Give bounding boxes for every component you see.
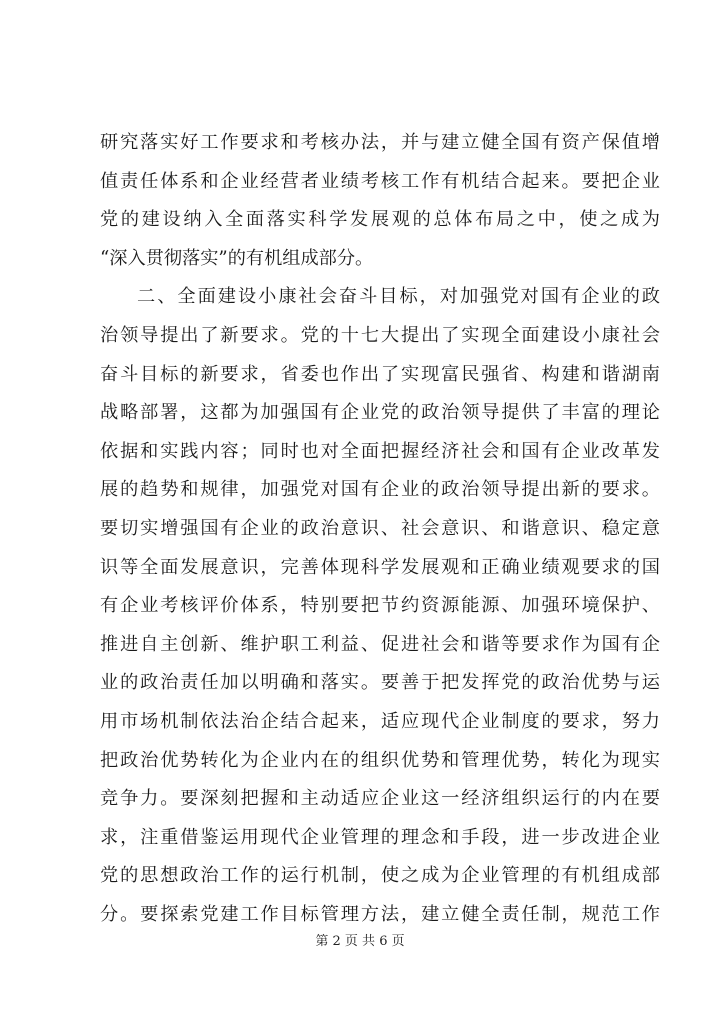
- body-text: [100, 124, 660, 934]
- text-line: 有企业考核评价体系，特别要把节约资源能源、加强环境保护、: [100, 595, 660, 617]
- text-line: 竞争力。要深刻把握和主动适应企业这一经济组织运行的内在要: [100, 788, 660, 810]
- text-line: 依据和实践内容；同时也对全面把握经济社会和国有企业改革发: [100, 440, 660, 462]
- text-line: “深入贯彻落实”的有机组成部分。: [100, 247, 374, 269]
- page-number: 第 2 页 共 6 页: [315, 934, 405, 949]
- text-line: 党的思想政治工作的运行机制，使之成为企业管理的有机组成部: [100, 865, 660, 887]
- text-line: 党的建设纳入全面落实科学发展观的总体布局之中，使之成为: [100, 209, 660, 231]
- text-line: 推进自主创新、维护职工利益、促进社会和谐等要求作为国有企: [100, 633, 660, 655]
- text-line: 把政治优势转化为企业内在的组织优势和管理优势，转化为现实: [100, 749, 660, 771]
- text-line: 求，注重借鉴运用现代企业管理的理念和手段，进一步改进企业: [100, 826, 660, 848]
- text-line: 识等全面发展意识，完善体现科学发展观和正确业绩观要求的国: [100, 556, 660, 578]
- page-footer: [0, 930, 720, 949]
- text-line: 奋斗目标的新要求，省委也作出了实现富民强省、构建和谐湖南: [100, 363, 660, 385]
- text-line: 治领导提出了新要求。党的十七大提出了实现全面建设小康社会: [100, 324, 660, 346]
- text-line: 要切实增强国有企业的政治意识、社会意识、和谐意识、稳定意: [100, 517, 660, 539]
- paragraph-start-line: 二、全面建设小康社会奋斗目标，对加强党对国有企业的政: [137, 286, 660, 308]
- text-line: 业的政治责任加以明确和落实。要善于把发挥党的政治优势与运: [100, 672, 660, 694]
- text-line: 研究落实好工作要求和考核办法，并与建立健全国有资产保值增: [100, 132, 660, 153]
- text-line: 值责任体系和企业经营者业绩考核工作有机结合起来。要把企业: [100, 170, 660, 192]
- text-line: 展的趋势和规律，加强党对国有企业的政治领导提出新的要求。: [100, 479, 660, 501]
- text-line: 战略部署，这都为加强国有企业党的政治领导提供了丰富的理论: [100, 402, 660, 424]
- text-line: 用市场机制依法治企结合起来，适应现代企业制度的要求，努力: [100, 710, 660, 732]
- text-line: 分。要探索党建工作目标管理方法，建立健全责任制，规范工作: [100, 903, 660, 925]
